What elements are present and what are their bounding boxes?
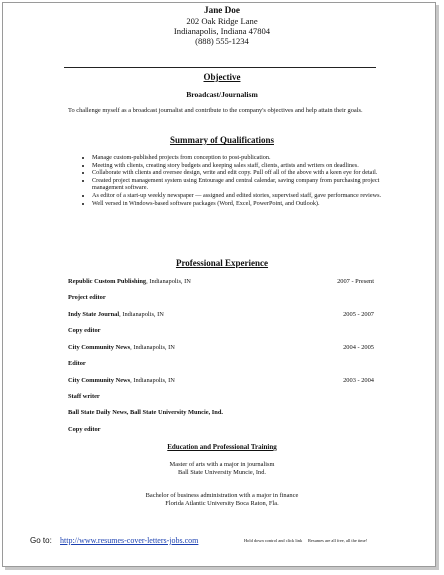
degree-2-title: Bachelor of business administration with a major in finance xyxy=(145,492,299,499)
degree-1-title: Master of arts with a major in journalism xyxy=(169,461,275,468)
job-dates: 2005 - 2007 xyxy=(343,311,374,318)
qualification-item: • Manage custom-published projects from conception to post-publication. xyxy=(92,154,392,162)
objective-text: To challenge myself as a broadcast journalist and contribute to the company's objectives and help attain their goals. xyxy=(68,107,363,114)
job-employer-line xyxy=(68,377,175,384)
job-role: Staff writer xyxy=(68,393,100,400)
job-employer-line xyxy=(68,311,164,318)
experience-heading: Professional Experience xyxy=(175,258,269,268)
job-role: Editor xyxy=(68,360,86,367)
phone-line: (888) 555-1234 xyxy=(195,36,249,46)
qualifications-list xyxy=(80,154,392,207)
job-role: Copy editor xyxy=(68,327,101,334)
job-employer: Indy State Journal xyxy=(68,311,120,318)
job-dates: 2007 - Present xyxy=(337,278,374,285)
job-employer: City Community News xyxy=(68,377,131,384)
applicant-name: Jane Doe xyxy=(204,5,240,15)
job-dates: 2003 - 2004 xyxy=(343,377,374,384)
job-employer-line xyxy=(68,278,191,285)
job-location: , Indianapolis, IN xyxy=(130,344,175,351)
address-line: 202 Oak Ridge Lane xyxy=(186,16,258,26)
job-location: , Indianapolis, IN xyxy=(146,278,191,285)
ctrl-click-note: Hold down control and click link xyxy=(244,538,303,543)
free-resumes-note: Resumes are all free, all the time! xyxy=(308,538,368,543)
job-employer-line xyxy=(68,409,223,416)
objective-heading: Objective xyxy=(203,72,241,82)
objective-subtitle: Broadcast/Journalism xyxy=(186,90,258,99)
degree-2-school: Florida Atlantic University Boca Raton, Fla. xyxy=(165,500,279,507)
job-employer: Ball State Daily News, Ball State University Muncie, Ind. xyxy=(68,409,223,416)
qualification-item: • Created project management system using Entourage and central calendar, saving company from purchasing project management software. xyxy=(92,177,392,192)
qualifications-heading: Summary of Qualifications xyxy=(169,135,274,145)
job-location: , Indianapolis, IN xyxy=(130,377,175,384)
job-dates: 2004 - 2005 xyxy=(343,344,374,351)
qualification-item: • Meeting with clients, creating story budgets and keeping sales staff, clients, artists and writers on deadlines. xyxy=(92,162,392,170)
qualification-item: • Collaborate with clients and oversee design, write and edit copy. Pull off all of the above with a keen eye for detail. xyxy=(92,169,392,177)
goto-label: Go to: xyxy=(30,536,52,545)
website-link[interactable]: http://www.resumes-cover-letters-jobs.com xyxy=(60,536,199,545)
education-heading: Education and Professional Training xyxy=(167,443,277,451)
job-role: Copy editor xyxy=(68,426,101,433)
qualification-item: • As editor of a start-up weekly newspaper — assigned and edited stories, supervised staff, gave performance reviews. xyxy=(92,192,392,200)
job-location: , Indianapolis, IN xyxy=(119,311,164,318)
degree-1-school: Ball State University Muncie, Ind. xyxy=(177,469,267,476)
job-role: Project editor xyxy=(68,294,106,301)
job-employer: Republic Custom Publishing xyxy=(68,278,147,285)
qualification-item: • Well versed in Windows-based software packages (Word, Excel, PowerPoint, and Outlook). xyxy=(92,200,392,208)
job-employer: City Community News xyxy=(68,344,131,351)
job-employer-line xyxy=(68,344,175,351)
header-divider xyxy=(64,67,376,68)
city-line: Indianapolis, Indiana 47804 xyxy=(173,26,271,36)
